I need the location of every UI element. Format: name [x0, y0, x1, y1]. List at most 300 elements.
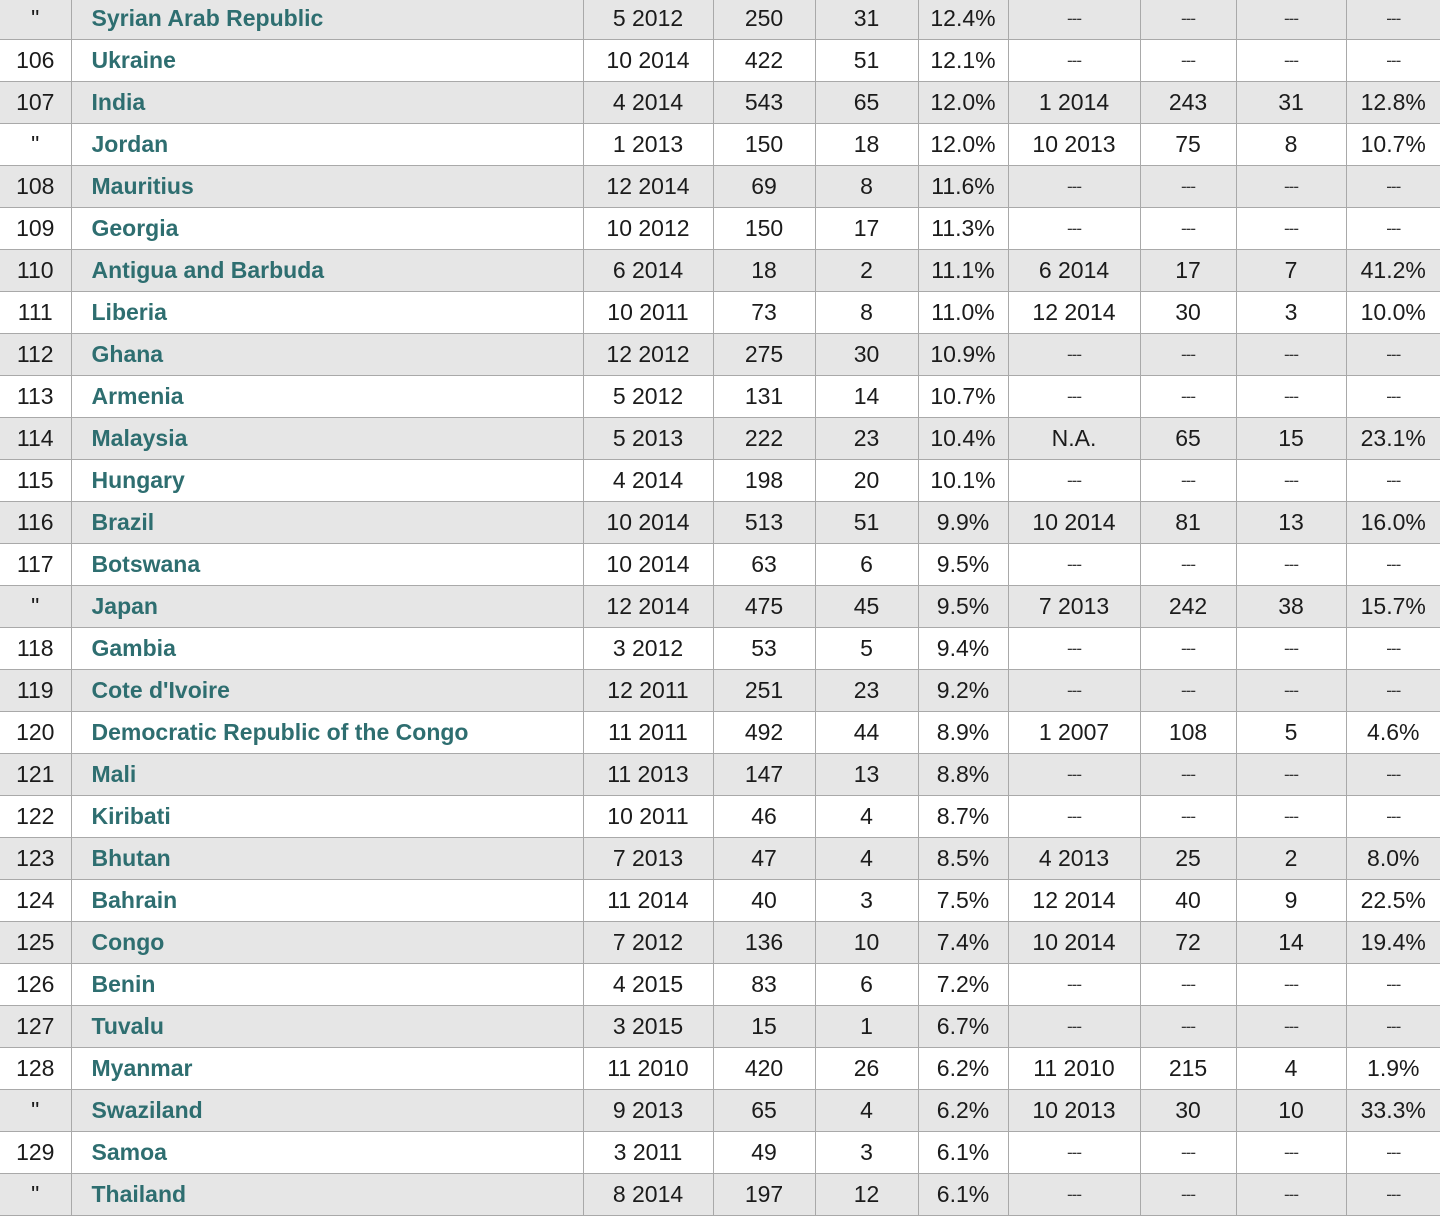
upper-house-election-date: 10 2014 [1008, 502, 1140, 544]
lower-house-women-percent: 8.9% [918, 712, 1008, 754]
lower-house-women-percent: 10.1% [918, 460, 1008, 502]
upper-house-seats: --- [1140, 964, 1236, 1006]
upper-house-election-date: 1 2007 [1008, 712, 1140, 754]
lower-house-election-date: 12 2012 [583, 334, 713, 376]
lower-house-women: 30 [815, 334, 918, 376]
upper-house-seats: 75 [1140, 124, 1236, 166]
country-link[interactable]: Armenia [71, 376, 583, 418]
upper-house-election-date: --- [1008, 964, 1140, 1006]
country-link[interactable]: Malaysia [71, 418, 583, 460]
lower-house-women: 4 [815, 1090, 918, 1132]
table-row [0, 82, 1440, 124]
lower-house-women-percent: 6.7% [918, 1006, 1008, 1048]
table-row [0, 502, 1440, 544]
lower-house-women-percent: 10.4% [918, 418, 1008, 460]
lower-house-election-date: 11 2014 [583, 880, 713, 922]
upper-house-election-date: --- [1008, 1174, 1140, 1216]
lower-house-seats: 475 [713, 586, 815, 628]
upper-house-women-percent: 22.5% [1346, 880, 1440, 922]
lower-house-election-date: 10 2012 [583, 208, 713, 250]
lower-house-election-date: 8 2014 [583, 1174, 713, 1216]
lower-house-seats: 53 [713, 628, 815, 670]
lower-house-seats: 422 [713, 40, 815, 82]
upper-house-women-percent: --- [1346, 334, 1440, 376]
country-link[interactable]: Kiribati [71, 796, 583, 838]
upper-house-election-date: --- [1008, 796, 1140, 838]
lower-house-women-percent: 8.8% [918, 754, 1008, 796]
lower-house-election-date: 5 2013 [583, 418, 713, 460]
rank-cell: 122 [0, 796, 71, 838]
lower-house-seats: 69 [713, 166, 815, 208]
lower-house-seats: 150 [713, 208, 815, 250]
lower-house-seats: 47 [713, 838, 815, 880]
lower-house-election-date: 11 2010 [583, 1048, 713, 1090]
country-link[interactable]: Liberia [71, 292, 583, 334]
upper-house-women-percent: 16.0% [1346, 502, 1440, 544]
country-link[interactable]: Jordan [71, 124, 583, 166]
lower-house-seats: 65 [713, 1090, 815, 1132]
upper-house-election-date: 12 2014 [1008, 292, 1140, 334]
country-link[interactable]: Mali [71, 754, 583, 796]
upper-house-seats: --- [1140, 208, 1236, 250]
lower-house-seats: 147 [713, 754, 815, 796]
table-row [0, 334, 1440, 376]
upper-house-women-percent: 23.1% [1346, 418, 1440, 460]
lower-house-seats: 40 [713, 880, 815, 922]
upper-house-women: --- [1236, 334, 1346, 376]
lower-house-women-percent: 11.0% [918, 292, 1008, 334]
lower-house-women-percent: 10.7% [918, 376, 1008, 418]
lower-house-election-date: 3 2015 [583, 1006, 713, 1048]
upper-house-women-percent: --- [1346, 40, 1440, 82]
rank-cell: 117 [0, 544, 71, 586]
lower-house-women: 18 [815, 124, 918, 166]
country-link[interactable]: Benin [71, 964, 583, 1006]
upper-house-seats: --- [1140, 40, 1236, 82]
rank-cell: " [0, 1090, 71, 1132]
rank-cell: 118 [0, 628, 71, 670]
upper-house-women-percent: 10.0% [1346, 292, 1440, 334]
country-link[interactable]: Japan [71, 586, 583, 628]
upper-house-seats: 243 [1140, 82, 1236, 124]
upper-house-women: 13 [1236, 502, 1346, 544]
upper-house-election-date: 7 2013 [1008, 586, 1140, 628]
rank-cell: 126 [0, 964, 71, 1006]
upper-house-election-date: --- [1008, 208, 1140, 250]
rank-cell: 111 [0, 292, 71, 334]
lower-house-women: 4 [815, 796, 918, 838]
lower-house-seats: 250 [713, 0, 815, 40]
lower-house-election-date: 5 2012 [583, 0, 713, 40]
upper-house-election-date: 4 2013 [1008, 838, 1140, 880]
table-row [0, 964, 1440, 1006]
lower-house-election-date: 4 2015 [583, 964, 713, 1006]
upper-house-seats: --- [1140, 670, 1236, 712]
rank-cell: 128 [0, 1048, 71, 1090]
upper-house-women: --- [1236, 754, 1346, 796]
upper-house-election-date: --- [1008, 0, 1140, 40]
lower-house-election-date: 10 2014 [583, 502, 713, 544]
lower-house-women: 26 [815, 1048, 918, 1090]
country-link[interactable]: Congo [71, 922, 583, 964]
upper-house-women-percent: --- [1346, 1006, 1440, 1048]
lower-house-women-percent: 10.9% [918, 334, 1008, 376]
upper-house-women-percent: 41.2% [1346, 250, 1440, 292]
table-row [0, 838, 1440, 880]
rank-cell: 125 [0, 922, 71, 964]
lower-house-seats: 222 [713, 418, 815, 460]
upper-house-seats: --- [1140, 334, 1236, 376]
upper-house-women: 15 [1236, 418, 1346, 460]
table-row [0, 1048, 1440, 1090]
table-row [0, 922, 1440, 964]
upper-house-women: --- [1236, 964, 1346, 1006]
upper-house-women: 4 [1236, 1048, 1346, 1090]
upper-house-seats: --- [1140, 0, 1236, 40]
country-link[interactable]: India [71, 82, 583, 124]
upper-house-seats: --- [1140, 628, 1236, 670]
rank-cell: 108 [0, 166, 71, 208]
upper-house-women-percent: --- [1346, 0, 1440, 40]
upper-house-election-date: --- [1008, 544, 1140, 586]
upper-house-seats: 40 [1140, 880, 1236, 922]
table-row [0, 376, 1440, 418]
lower-house-women-percent: 7.2% [918, 964, 1008, 1006]
table-row [0, 796, 1440, 838]
country-link[interactable]: Myanmar [71, 1048, 583, 1090]
country-link[interactable]: Antigua and Barbuda [71, 250, 583, 292]
upper-house-women-percent: 1.9% [1346, 1048, 1440, 1090]
lower-house-seats: 131 [713, 376, 815, 418]
upper-house-women: --- [1236, 628, 1346, 670]
lower-house-seats: 275 [713, 334, 815, 376]
upper-house-women: --- [1236, 796, 1346, 838]
lower-house-women: 13 [815, 754, 918, 796]
upper-house-women-percent: 10.7% [1346, 124, 1440, 166]
lower-house-women: 23 [815, 670, 918, 712]
upper-house-seats: 108 [1140, 712, 1236, 754]
upper-house-seats: --- [1140, 544, 1236, 586]
upper-house-women: 3 [1236, 292, 1346, 334]
lower-house-seats: 83 [713, 964, 815, 1006]
lower-house-election-date: 3 2012 [583, 628, 713, 670]
upper-house-seats: 242 [1140, 586, 1236, 628]
lower-house-election-date: 11 2011 [583, 712, 713, 754]
table-row [0, 124, 1440, 166]
upper-house-women-percent: 12.8% [1346, 82, 1440, 124]
upper-house-women: --- [1236, 166, 1346, 208]
upper-house-seats: --- [1140, 754, 1236, 796]
upper-house-seats: --- [1140, 460, 1236, 502]
rank-cell: 106 [0, 40, 71, 82]
upper-house-women: 7 [1236, 250, 1346, 292]
upper-house-women: --- [1236, 460, 1346, 502]
lower-house-election-date: 10 2011 [583, 292, 713, 334]
table-row [0, 292, 1440, 334]
upper-house-women-percent: --- [1346, 460, 1440, 502]
upper-house-women-percent: 8.0% [1346, 838, 1440, 880]
upper-house-women: --- [1236, 1174, 1346, 1216]
lower-house-women: 3 [815, 880, 918, 922]
table-row [0, 544, 1440, 586]
upper-house-election-date: --- [1008, 1006, 1140, 1048]
country-link[interactable]: Hungary [71, 460, 583, 502]
country-link[interactable]: Cote d'Ivoire [71, 670, 583, 712]
lower-house-seats: 46 [713, 796, 815, 838]
upper-house-women-percent: --- [1346, 670, 1440, 712]
country-link[interactable]: Ukraine [71, 40, 583, 82]
lower-house-women: 65 [815, 82, 918, 124]
upper-house-women-percent: --- [1346, 796, 1440, 838]
lower-house-election-date: 4 2014 [583, 82, 713, 124]
lower-house-women: 51 [815, 502, 918, 544]
upper-house-women: 14 [1236, 922, 1346, 964]
rank-cell: " [0, 1174, 71, 1216]
lower-house-seats: 492 [713, 712, 815, 754]
lower-house-women: 6 [815, 544, 918, 586]
lower-house-women: 31 [815, 0, 918, 40]
upper-house-women: 9 [1236, 880, 1346, 922]
country-link[interactable]: Bahrain [71, 880, 583, 922]
lower-house-seats: 18 [713, 250, 815, 292]
upper-house-women-percent: 19.4% [1346, 922, 1440, 964]
lower-house-seats: 49 [713, 1132, 815, 1174]
upper-house-women: 10 [1236, 1090, 1346, 1132]
lower-house-women: 8 [815, 292, 918, 334]
lower-house-seats: 420 [713, 1048, 815, 1090]
upper-house-election-date: 10 2013 [1008, 124, 1140, 166]
country-link[interactable]: Gambia [71, 628, 583, 670]
lower-house-women-percent: 12.1% [918, 40, 1008, 82]
upper-house-seats: 65 [1140, 418, 1236, 460]
lower-house-women: 2 [815, 250, 918, 292]
upper-house-election-date: --- [1008, 334, 1140, 376]
upper-house-election-date: --- [1008, 670, 1140, 712]
lower-house-women-percent: 6.2% [918, 1048, 1008, 1090]
country-link[interactable]: Bhutan [71, 838, 583, 880]
lower-house-women: 17 [815, 208, 918, 250]
country-link[interactable]: Botswana [71, 544, 583, 586]
lower-house-election-date: 10 2014 [583, 544, 713, 586]
lower-house-election-date: 1 2013 [583, 124, 713, 166]
rank-cell: 120 [0, 712, 71, 754]
lower-house-women-percent: 11.1% [918, 250, 1008, 292]
rank-cell: 116 [0, 502, 71, 544]
upper-house-election-date: --- [1008, 40, 1140, 82]
rank-cell: 124 [0, 880, 71, 922]
lower-house-women-percent: 9.2% [918, 670, 1008, 712]
upper-house-seats: 17 [1140, 250, 1236, 292]
rank-cell: 115 [0, 460, 71, 502]
lower-house-election-date: 3 2011 [583, 1132, 713, 1174]
lower-house-women-percent: 9.4% [918, 628, 1008, 670]
upper-house-election-date: 11 2010 [1008, 1048, 1140, 1090]
rank-cell: " [0, 124, 71, 166]
upper-house-election-date: --- [1008, 376, 1140, 418]
upper-house-women-percent: --- [1346, 1132, 1440, 1174]
country-link[interactable]: Samoa [71, 1132, 583, 1174]
upper-house-election-date: 12 2014 [1008, 880, 1140, 922]
table-row [0, 1132, 1440, 1174]
upper-house-seats: --- [1140, 1006, 1236, 1048]
lower-house-election-date: 10 2014 [583, 40, 713, 82]
upper-house-women: --- [1236, 544, 1346, 586]
upper-house-seats: 30 [1140, 1090, 1236, 1132]
upper-house-women: 2 [1236, 838, 1346, 880]
upper-house-women-percent: 4.6% [1346, 712, 1440, 754]
lower-house-women-percent: 12.4% [918, 0, 1008, 40]
country-link[interactable]: Mauritius [71, 166, 583, 208]
rank-cell: 114 [0, 418, 71, 460]
upper-house-election-date: --- [1008, 166, 1140, 208]
upper-house-seats: --- [1140, 1174, 1236, 1216]
upper-house-women: --- [1236, 208, 1346, 250]
country-link[interactable]: Democratic Republic of the Congo [71, 712, 583, 754]
upper-house-seats: 215 [1140, 1048, 1236, 1090]
lower-house-women: 10 [815, 922, 918, 964]
lower-house-women-percent: 9.5% [918, 544, 1008, 586]
lower-house-women: 1 [815, 1006, 918, 1048]
table-row [0, 628, 1440, 670]
table-row [0, 670, 1440, 712]
lower-house-seats: 136 [713, 922, 815, 964]
lower-house-seats: 73 [713, 292, 815, 334]
table-row [0, 418, 1440, 460]
upper-house-women-percent: --- [1346, 376, 1440, 418]
country-link[interactable]: Georgia [71, 208, 583, 250]
lower-house-election-date: 4 2014 [583, 460, 713, 502]
upper-house-seats: --- [1140, 376, 1236, 418]
upper-house-election-date: 10 2013 [1008, 1090, 1140, 1132]
upper-house-women: --- [1236, 376, 1346, 418]
table-row [0, 208, 1440, 250]
upper-house-women-percent: --- [1346, 628, 1440, 670]
lower-house-women-percent: 6.1% [918, 1174, 1008, 1216]
upper-house-seats: 25 [1140, 838, 1236, 880]
lower-house-women: 3 [815, 1132, 918, 1174]
table-row [0, 754, 1440, 796]
table-row [0, 166, 1440, 208]
upper-house-election-date: --- [1008, 1132, 1140, 1174]
upper-house-women: --- [1236, 670, 1346, 712]
lower-house-women-percent: 12.0% [918, 82, 1008, 124]
lower-house-election-date: 7 2013 [583, 838, 713, 880]
upper-house-women-percent: --- [1346, 754, 1440, 796]
rank-cell: " [0, 586, 71, 628]
upper-house-election-date: 10 2014 [1008, 922, 1140, 964]
table-row [0, 712, 1440, 754]
upper-house-seats: --- [1140, 166, 1236, 208]
lower-house-women: 44 [815, 712, 918, 754]
lower-house-women-percent: 8.5% [918, 838, 1008, 880]
lower-house-women: 14 [815, 376, 918, 418]
lower-house-women: 8 [815, 166, 918, 208]
lower-house-women-percent: 8.7% [918, 796, 1008, 838]
lower-house-women-percent: 7.5% [918, 880, 1008, 922]
lower-house-women: 6 [815, 964, 918, 1006]
lower-house-women: 51 [815, 40, 918, 82]
upper-house-election-date: N.A. [1008, 418, 1140, 460]
lower-house-election-date: 12 2011 [583, 670, 713, 712]
upper-house-election-date: --- [1008, 460, 1140, 502]
lower-house-women-percent: 6.2% [918, 1090, 1008, 1132]
upper-house-women-percent: 15.7% [1346, 586, 1440, 628]
upper-house-women-percent: --- [1346, 1174, 1440, 1216]
lower-house-women-percent: 7.4% [918, 922, 1008, 964]
lower-house-seats: 543 [713, 82, 815, 124]
rank-cell: 123 [0, 838, 71, 880]
lower-house-women: 5 [815, 628, 918, 670]
lower-house-election-date: 7 2012 [583, 922, 713, 964]
rank-cell: 119 [0, 670, 71, 712]
upper-house-women-percent: --- [1346, 166, 1440, 208]
table-row [0, 1006, 1440, 1048]
rank-cell: 112 [0, 334, 71, 376]
rank-cell: 121 [0, 754, 71, 796]
table-row [0, 460, 1440, 502]
lower-house-seats: 150 [713, 124, 815, 166]
lower-house-election-date: 5 2012 [583, 376, 713, 418]
country-link[interactable]: Tuvalu [71, 1006, 583, 1048]
upper-house-election-date: 1 2014 [1008, 82, 1140, 124]
country-link[interactable]: Syrian Arab Republic [71, 0, 583, 40]
upper-house-women: 31 [1236, 82, 1346, 124]
upper-house-seats: 81 [1140, 502, 1236, 544]
upper-house-women-percent: --- [1346, 544, 1440, 586]
lower-house-women: 20 [815, 460, 918, 502]
lower-house-election-date: 12 2014 [583, 586, 713, 628]
lower-house-election-date: 6 2014 [583, 250, 713, 292]
rank-cell: " [0, 0, 71, 40]
lower-house-seats: 63 [713, 544, 815, 586]
upper-house-seats: 30 [1140, 292, 1236, 334]
lower-house-women: 23 [815, 418, 918, 460]
upper-house-women: 8 [1236, 124, 1346, 166]
upper-house-women-percent: 33.3% [1346, 1090, 1440, 1132]
lower-house-women: 4 [815, 838, 918, 880]
lower-house-election-date: 12 2014 [583, 166, 713, 208]
table-row [0, 880, 1440, 922]
lower-house-women-percent: 11.6% [918, 166, 1008, 208]
upper-house-women: --- [1236, 40, 1346, 82]
lower-house-seats: 513 [713, 502, 815, 544]
upper-house-election-date: --- [1008, 754, 1140, 796]
lower-house-women-percent: 9.9% [918, 502, 1008, 544]
lower-house-women: 12 [815, 1174, 918, 1216]
lower-house-seats: 198 [713, 460, 815, 502]
table-row [0, 1174, 1440, 1216]
table-row [0, 586, 1440, 628]
country-link[interactable]: Thailand [71, 1174, 583, 1216]
table-row [0, 250, 1440, 292]
lower-house-seats: 15 [713, 1006, 815, 1048]
country-link[interactable]: Swaziland [71, 1090, 583, 1132]
upper-house-women: 38 [1236, 586, 1346, 628]
upper-house-seats: --- [1140, 796, 1236, 838]
country-link[interactable]: Ghana [71, 334, 583, 376]
upper-house-women-percent: --- [1346, 964, 1440, 1006]
rank-cell: 127 [0, 1006, 71, 1048]
lower-house-seats: 197 [713, 1174, 815, 1216]
lower-house-women-percent: 12.0% [918, 124, 1008, 166]
lower-house-election-date: 9 2013 [583, 1090, 713, 1132]
upper-house-election-date: --- [1008, 628, 1140, 670]
upper-house-women: --- [1236, 0, 1346, 40]
lower-house-women-percent: 11.3% [918, 208, 1008, 250]
upper-house-seats: 72 [1140, 922, 1236, 964]
lower-house-seats: 251 [713, 670, 815, 712]
country-link[interactable]: Brazil [71, 502, 583, 544]
